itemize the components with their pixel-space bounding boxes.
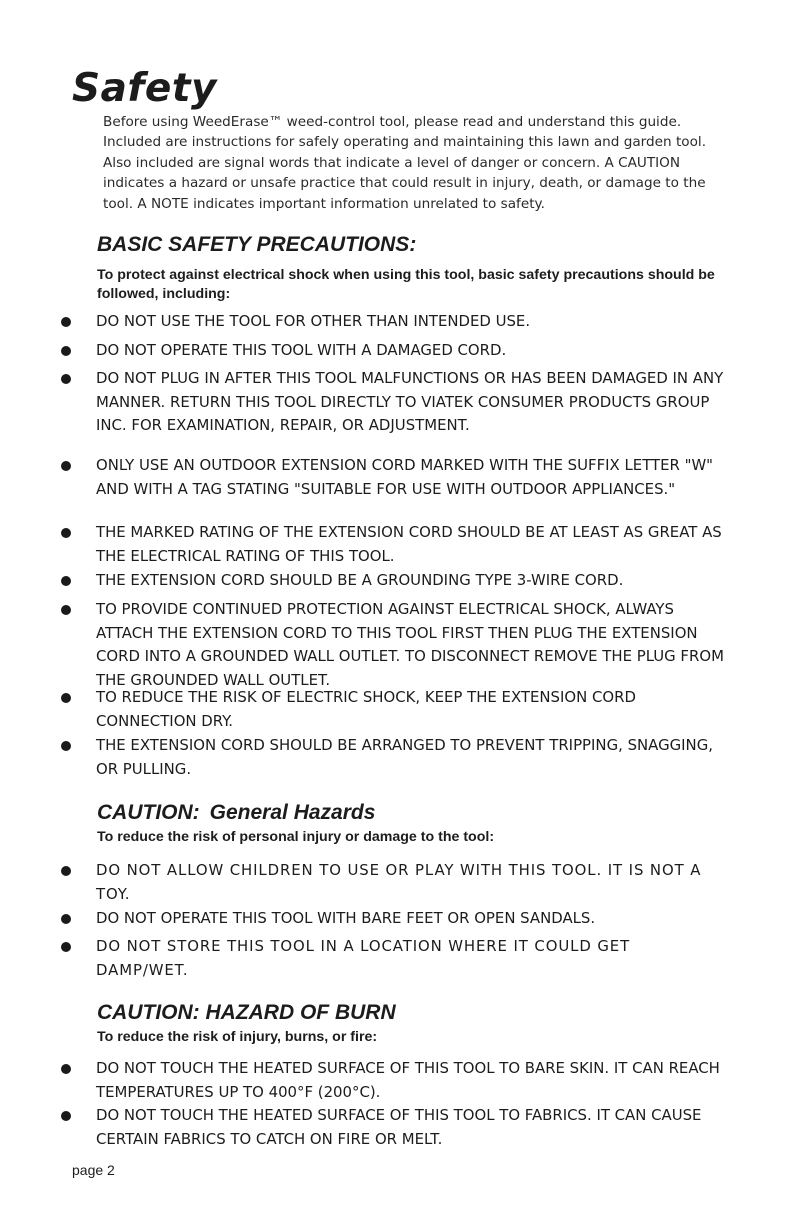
bullet-icon [61,1111,71,1121]
bullet-icon [61,741,71,751]
bullet-icon [61,914,71,924]
burn-hazard-subheading: To reduce the risk of injury, burns, or fire: [97,1029,378,1045]
burn-hazard-heading: CAUTION: HAZARD OF BURN [97,1001,396,1024]
bullet-icon [61,374,71,384]
intro-paragraph: Before using WeedErase™ weed-control tool, please read and understand this guide. Included are instructions for safely operating and maintaining this lawn and garden tool. Also included are signal words that indicate a level of danger or concern. A CAUTION indicates a hazard or unsafe practice that could result in injury, death, or damage to the tool. A NOTE indicates important information unrelated to safety. [103,114,707,212]
bullet-icon [61,576,71,586]
page-title: Safety [72,66,217,111]
bullet-icon [61,528,71,538]
basic-safety-subheading: To protect against electrical shock when using this tool, basic safety precautions should be followed, including: [97,267,715,302]
bullet-icon [61,317,71,327]
page-number: page 2 [72,1162,115,1178]
bullet-icon [61,693,71,703]
bullet-icon [61,605,71,615]
general-hazards-subheading: To reduce the risk of personal injury or damage to the tool: [97,829,495,845]
bullet-icon [61,461,71,471]
bullet-icon [61,942,71,952]
bullet-icon [61,866,71,876]
bullet-icon [61,346,71,356]
bullet-icon [61,1064,71,1074]
general-hazards-heading: CAUTION: General Hazards [97,801,376,824]
basic-safety-heading: BASIC SAFETY PRECAUTIONS: [97,233,417,256]
